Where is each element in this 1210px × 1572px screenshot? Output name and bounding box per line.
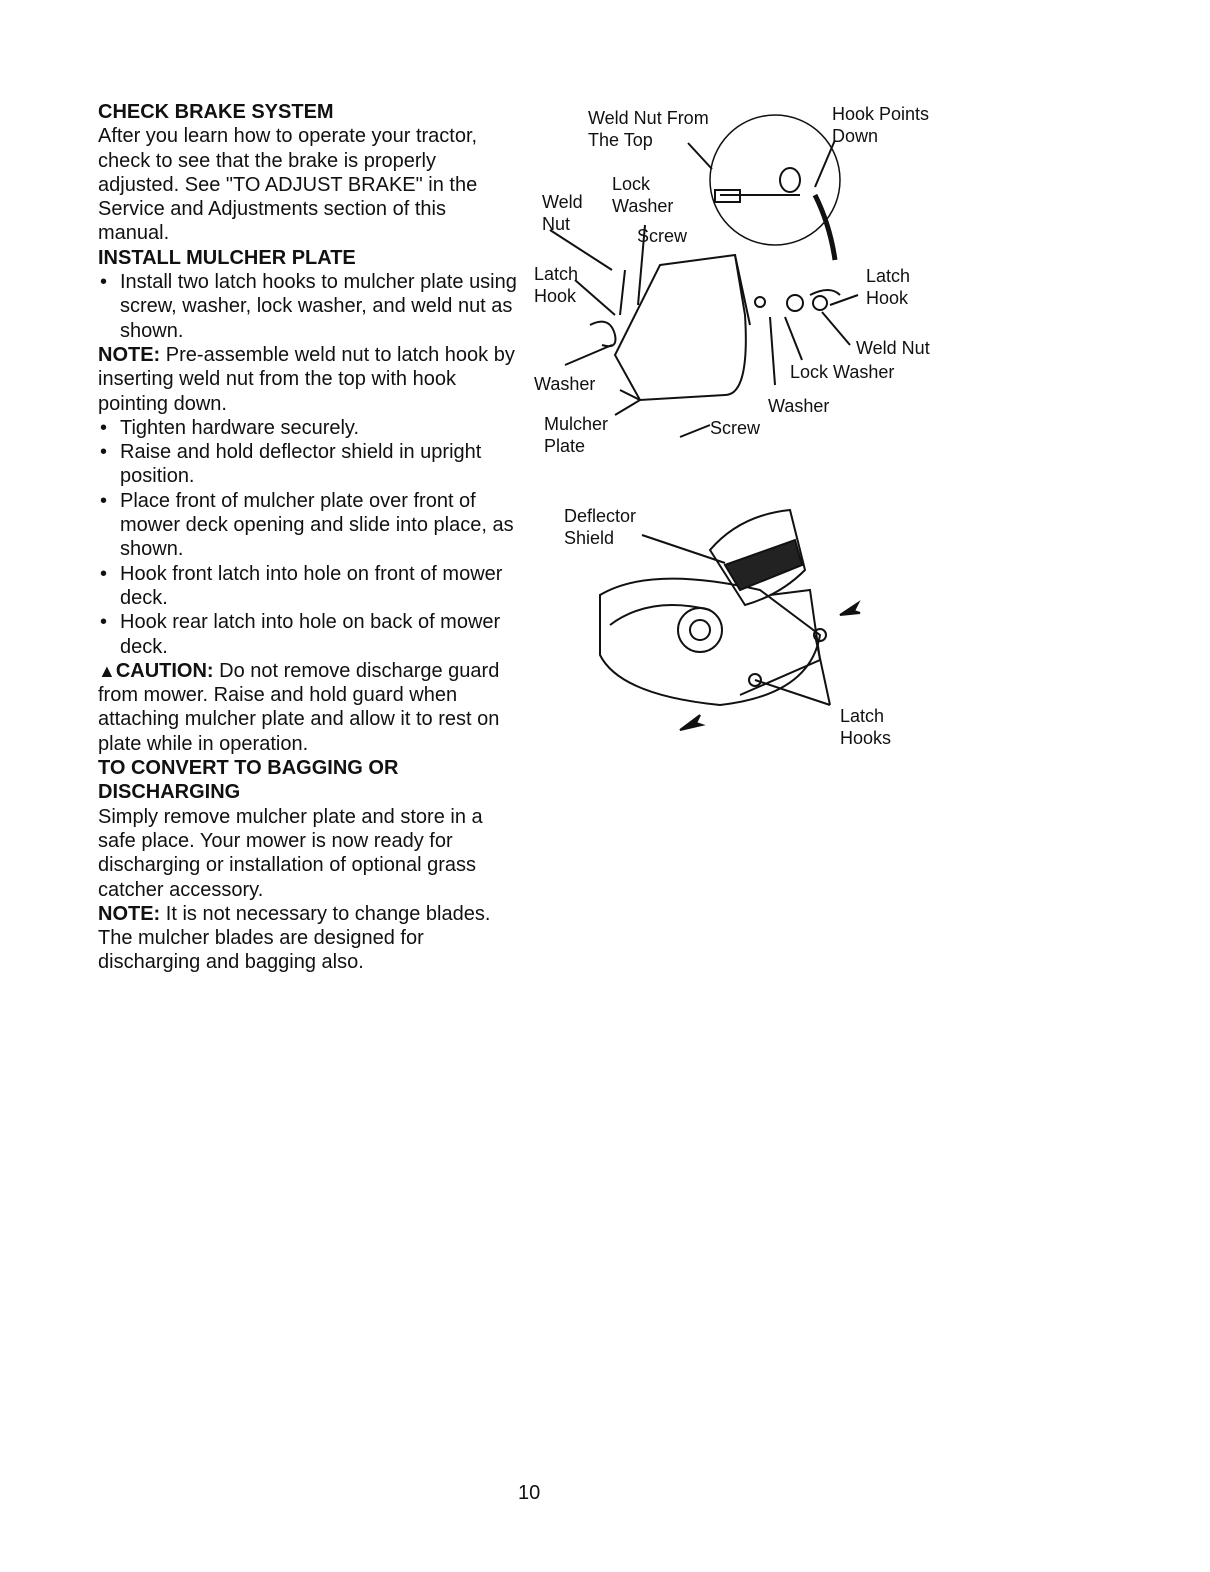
- label-screw-bottom: Screw: [710, 418, 761, 438]
- label-weld-nut-right: Weld Nut: [856, 338, 930, 358]
- check-brake-text: After you learn how to operate your tractor, check to see that the brake is properly adjusted. See "TO ADJUST BRAKE" in the Service and Adjustments section of this manual.: [98, 125, 478, 245]
- install-mulcher-heading: INSTALL MULCHER PLATE: [98, 246, 356, 269]
- list-item: • Raise and hold deflector shield in upright position.: [100, 441, 482, 488]
- label-hook-points-down: Hook Points Down: [832, 104, 930, 146]
- check-brake-heading: CHECK BRAKE SYSTEM: [98, 101, 334, 123]
- label-washer-left: Washer: [534, 374, 596, 394]
- label-lock-washer-top: Lock Washer: [612, 174, 674, 216]
- list-item: • Hook front latch into hole on front of mower deck.: [100, 562, 503, 609]
- caution-paragraph: ▲CAUTION: Do not remove discharge guard from mower. Raise and hold guard when attaching mulcher plate and allow it to rest on plate while in operation.: [98, 659, 500, 755]
- label-deflector-shield: Deflector Shield: [564, 506, 637, 548]
- label-weld-nut-left: Weld Nut: [542, 192, 583, 234]
- mulcher-plate-diagram: [520, 95, 960, 455]
- list-item: • Install two latch hooks to mulcher plate using screw, washer, lock washer, and weld nut as shown.: [100, 271, 517, 342]
- page-number: 10: [518, 1482, 541, 1504]
- convert-heading: TO CONVERT TO BAGGING OR DISCHARGING: [98, 757, 399, 804]
- label-washer-right: Washer: [768, 396, 830, 416]
- note-paragraph: NOTE: Pre-assemble weld nut to latch hook by inserting weld nut from the top with hook pointing down.: [98, 343, 515, 415]
- convert-text: Simply remove mulcher plate and store in a safe place. Your mower is now ready for discharging or installation of optional grass catcher accessory.: [98, 805, 483, 901]
- label-latch-hook-left: Latch Hook: [534, 264, 579, 306]
- label-lock-washer-right: Lock Washer: [790, 362, 895, 382]
- list-item: • Place front of mulcher plate over front of mower deck opening and slide into place, as shown.: [100, 489, 514, 561]
- list-item: • Hook rear latch into hole on back of mower deck.: [100, 611, 501, 658]
- warning-icon: ▲: [98, 660, 116, 681]
- label-latch-hooks: Latch Hooks: [840, 706, 892, 748]
- label-screw-top: Screw: [637, 226, 688, 246]
- note-paragraph: NOTE: It is not necessary to change blades. The mulcher blades are designed for discharging and bagging also.: [98, 902, 491, 974]
- label-weld-nut-from-top: Weld Nut From The Top: [588, 108, 709, 150]
- list-item: • Tighten hardware securely.: [100, 416, 360, 439]
- label-mulcher-plate: Mulcher Plate: [544, 414, 609, 456]
- label-latch-hook-right: Latch Hook: [866, 266, 911, 308]
- mower-deck-diagram: [540, 495, 920, 765]
- instructions-column: [98, 100, 518, 975]
